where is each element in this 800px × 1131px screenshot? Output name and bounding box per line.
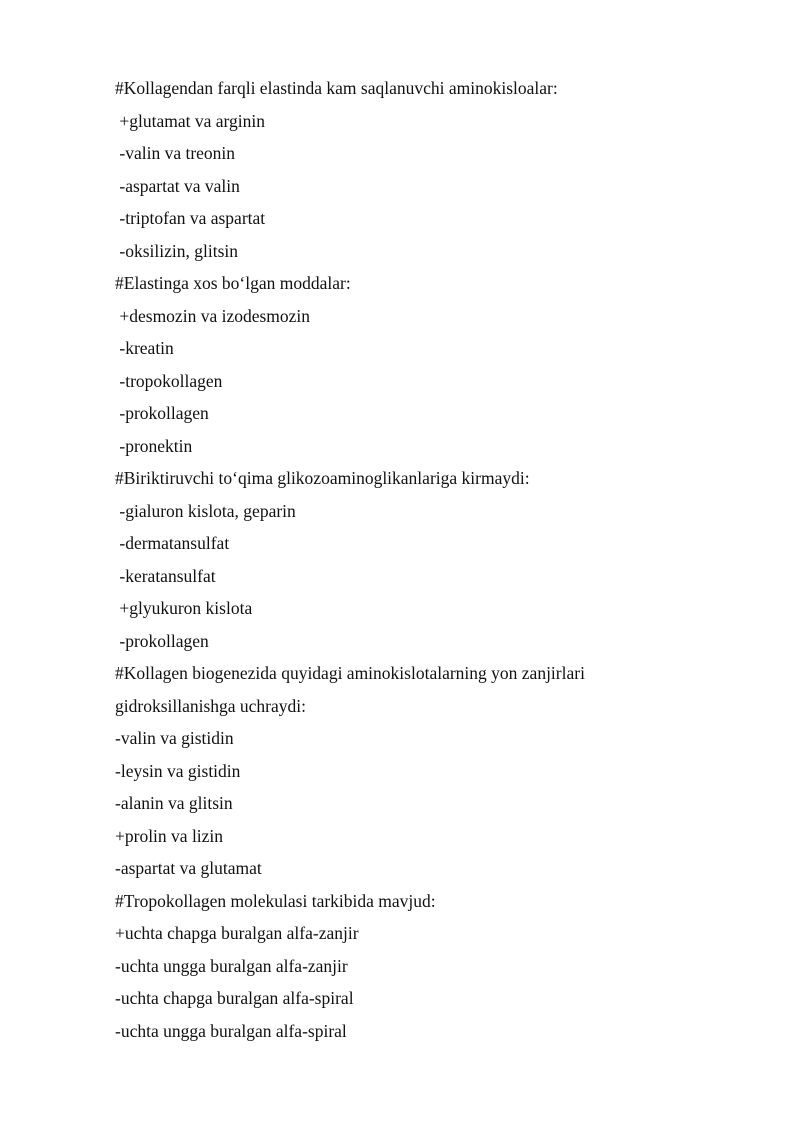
answer-option: -triptofan va aspartat: [115, 208, 266, 228]
document-body: [115, 72, 755, 1047]
answer-option: -leysin va gistidin: [115, 760, 241, 781]
question-heading: #Elastinga xos boʻlgan moddalar:: [115, 273, 351, 293]
answer-option-correct: +desmozin va izodesmozin: [115, 305, 311, 326]
answer-option: -aspartat va valin: [115, 175, 240, 196]
answer-option: -gialuron kislota, geparin: [115, 500, 296, 521]
answer-option: -valin va gistidin: [115, 728, 234, 748]
question-heading: #Kollagen biogenezida quyidagi aminokislotalarning yon zanjirlari: [115, 663, 585, 683]
answer-option: -oksilizin, glitsin: [115, 240, 238, 261]
answer-option: -prokollagen: [115, 403, 209, 423]
answer-option: -alanin va glitsin: [115, 793, 233, 813]
answer-option: -uchta ungga buralgan alfa-spiral: [115, 1020, 347, 1041]
answer-option: -valin va treonin: [115, 143, 236, 163]
answer-option-correct: +prolin va lizin: [115, 825, 224, 846]
answer-option: -uchta ungga buralgan alfa-zanjir: [115, 955, 348, 976]
answer-option: -aspartat va glutamat: [115, 858, 262, 878]
question-heading: #Kollagendan farqli elastinda kam saqlanuvchi aminokisloalar:: [115, 78, 558, 98]
question-heading-continuation: gidroksillanishga uchraydi:: [115, 695, 307, 716]
answer-option: -uchta chapga buralgan alfa-spiral: [115, 988, 354, 1008]
answer-option: -pronektin: [115, 435, 193, 456]
answer-option: -kreatin: [115, 338, 174, 358]
answer-option: -keratansulfat: [115, 565, 216, 586]
answer-option: -tropokollagen: [115, 370, 223, 391]
question-heading: #Biriktiruvchi toʻqima glikozoaminoglikanlariga kirmaydi:: [115, 468, 530, 488]
answer-option: -prokollagen: [115, 630, 209, 651]
answer-option-correct: +glyukuron kislota: [115, 598, 253, 618]
answer-option-correct: +glutamat va arginin: [115, 110, 265, 131]
question-heading: #Tropokollagen molekulasi tarkibida mavjud:: [115, 890, 436, 911]
answer-option-correct: +uchta chapga buralgan alfa-zanjir: [115, 923, 359, 943]
answer-option: -dermatansulfat: [115, 533, 230, 553]
